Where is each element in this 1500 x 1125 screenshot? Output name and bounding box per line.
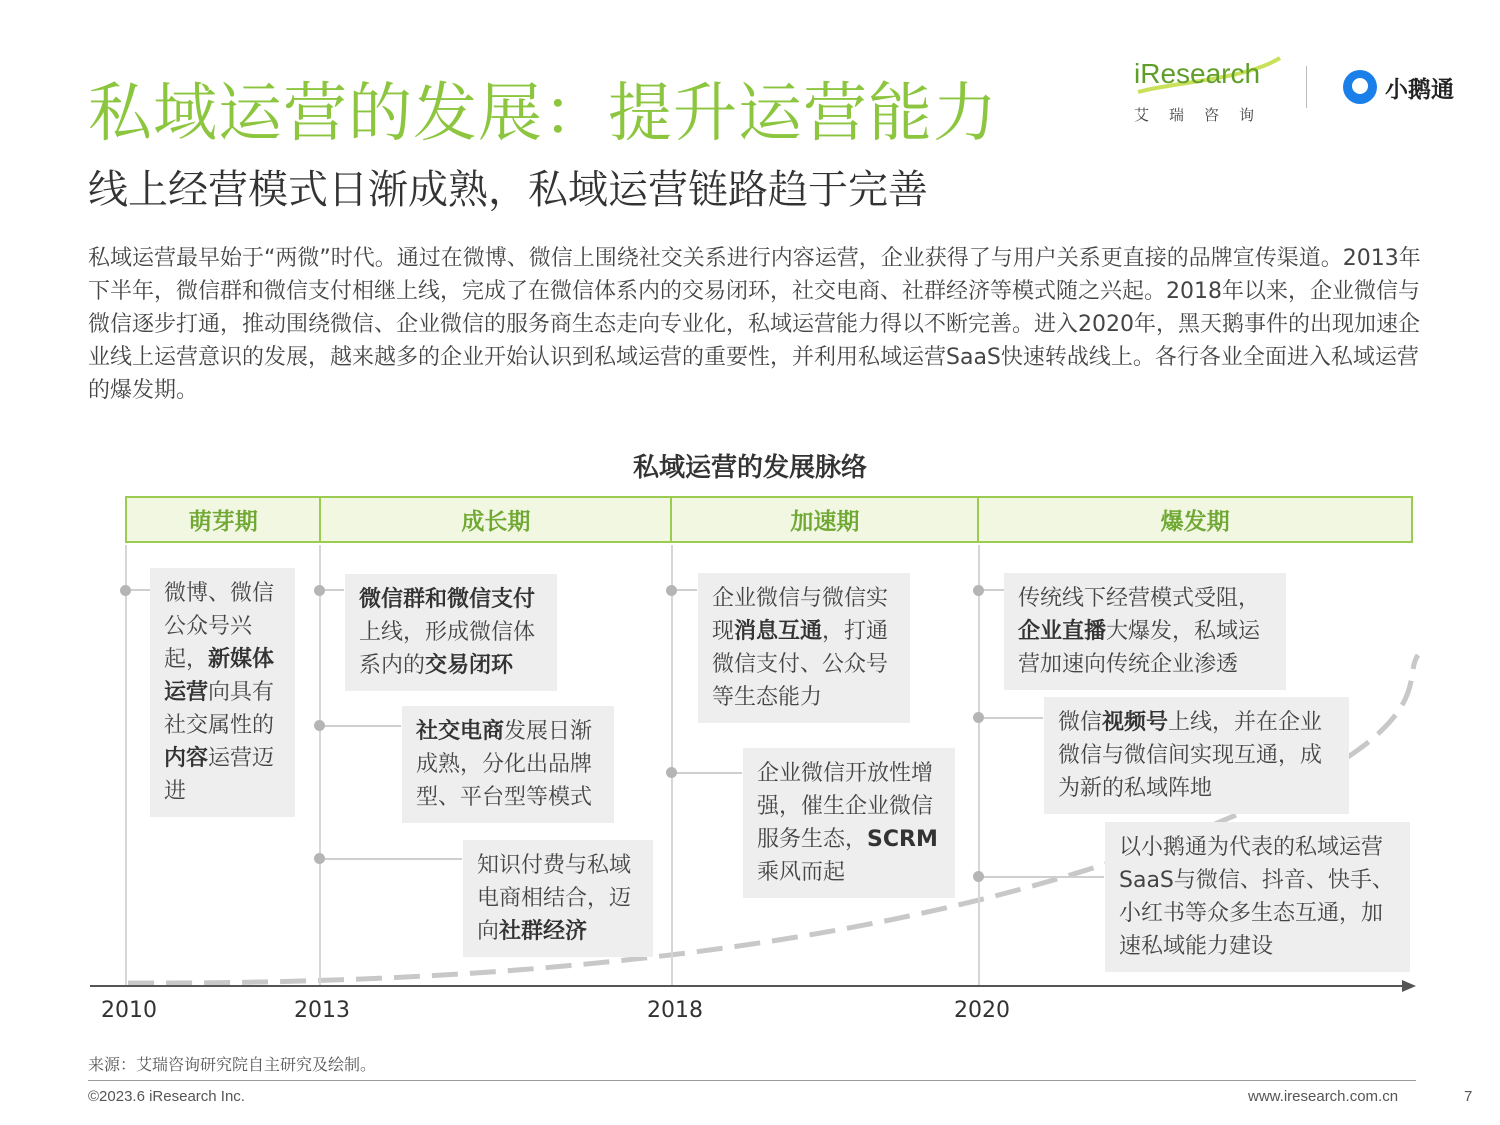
year-label-2018: 2018 — [647, 998, 703, 1023]
xiaoetong-logo-text: 小鹅通 — [1385, 76, 1454, 103]
phase-sprout: 萌芽期 — [127, 498, 321, 541]
year-label-2013: 2013 — [294, 998, 350, 1023]
timeline-dot — [120, 585, 131, 596]
phase-explosion: 爆发期 — [1160, 509, 1230, 535]
page-title: 私域运营的发展：提升运营能力 — [88, 77, 998, 151]
event-box-2018-a — [698, 573, 910, 723]
event-text: 企业微信与微信实现 — [712, 586, 889, 644]
connector — [672, 772, 742, 774]
event-keyword: 视频号 — [1102, 710, 1169, 735]
timeline-dot — [973, 712, 984, 723]
connector — [979, 717, 1043, 719]
website-link[interactable]: www.iresearch.com.cn — [1248, 1088, 1399, 1105]
year-line-2010 — [125, 545, 127, 985]
event-text: 企业微信开放性增强，催生企业微信服务生态， — [757, 761, 934, 852]
event-box-2013-c — [463, 840, 653, 957]
intro-text: 私域运营最早始于“两微”时代。通过在微博、微信上围绕社交关系进行内容运营，企业获得了与用户关系更直接的品牌宣传渠道。2013年下半年，微信群和微信支付相继上线，完成了在微信体系内的交易闭环，社交电商、社群经济等模式随之兴起。2018年以来，企业微信与微信逐步打通，推动围绕微信、企业微信的服务商生态走向专业化，私域运营能力得以不断完善。进入2020年，黑天鹅事件的出现加速企业线上运营意识的发展，越来越多的企业开始认识到私域运营的重要性，并利用私域运营SaaS快速转战线上。各行各业全面进入私域运营的爆发期。 — [88, 246, 1421, 403]
source-note: 来源：艾瑞咨询研究院自主研究及绘制。 — [88, 1055, 377, 1074]
connector — [320, 858, 462, 860]
event-text: 传统线下经营模式受阻， — [1018, 586, 1261, 611]
event-text: 知识付费与私域电商相结合，迈向 — [477, 853, 632, 944]
event-text: 上线，形成微信体系内的 — [359, 620, 536, 678]
event-keyword: 内容 — [164, 746, 209, 771]
connector — [320, 725, 401, 727]
page-subtitle: 线上经营模式日渐成熟，私域运营链路趋于完善 — [88, 167, 928, 213]
event-text: 运营迈进 — [164, 746, 275, 804]
year-label-2010: 2010 — [101, 998, 157, 1023]
event-box-2018-b — [743, 748, 955, 898]
event-text: 大爆发，私域运营加速向传统企业渗透 — [1018, 619, 1261, 677]
page-number: 7 — [1464, 1088, 1473, 1105]
timeline-dot — [314, 585, 325, 596]
event-keyword: 微信群和微信支付 — [359, 587, 536, 612]
event-keyword: 社交电商 — [416, 719, 505, 744]
time-axis-arrow-icon — [1402, 980, 1416, 992]
event-text: 发展日渐成熟，分化出品牌型、平台型等模式 — [416, 719, 593, 810]
year-line-2013 — [319, 545, 321, 985]
diagram-title: 私域运营的发展脉络 — [632, 453, 867, 483]
iresearch-logo-cn: 艾瑞咨询 — [1134, 106, 1275, 124]
event-keyword: 社群经济 — [499, 919, 588, 944]
event-keyword: 新媒体运营 — [164, 647, 275, 705]
event-box-2013-a — [345, 574, 557, 691]
event-keyword: SCRM — [867, 827, 938, 852]
event-text: ，打通微信支付、公众号等生态能力 — [712, 619, 889, 710]
footer-divider — [88, 1080, 1416, 1081]
event-text: 以小鹅通为代表的私域运营SaaS与微信、抖音、快手、小红书等众多生态互通，加速私域能力建设 — [1119, 835, 1394, 959]
timeline-dot — [666, 767, 677, 778]
event-text: 微信 — [1058, 710, 1103, 735]
event-box-2020-b — [1044, 697, 1349, 814]
timeline-dot — [314, 853, 325, 864]
event-box-2013-b — [402, 706, 614, 823]
event-text: 上线，并在企业微信与微信间实现互通，成为新的私域阵地 — [1058, 710, 1323, 801]
phase-acceleration: 加速期 — [672, 498, 979, 541]
year-line-2020 — [978, 545, 980, 985]
phase-growth: 成长期 — [321, 498, 672, 541]
timeline-dot — [666, 585, 677, 596]
event-text: 微博、微信公众号兴起， — [164, 581, 275, 672]
timeline-dot — [973, 585, 984, 596]
year-line-2018 — [671, 545, 673, 985]
copyright: ©2023.6 iResearch Inc. — [88, 1088, 245, 1105]
iresearch-logo-text: iResearch — [1134, 58, 1261, 89]
event-keyword: 交易闭环 — [425, 653, 514, 678]
year-label-2020: 2020 — [954, 998, 1010, 1023]
event-keyword: 消息互通 — [734, 619, 823, 644]
event-text: 乘风而起 — [757, 860, 846, 885]
event-box-2010 — [150, 568, 295, 817]
event-box-2020-a — [1004, 573, 1286, 690]
event-text: 向具有社交属性的 — [164, 680, 275, 738]
connector — [979, 876, 1104, 878]
event-keyword: 企业直播 — [1018, 619, 1107, 644]
event-box-2020-c — [1105, 822, 1410, 972]
timeline-dot — [973, 871, 984, 882]
timeline-dot — [314, 720, 325, 731]
